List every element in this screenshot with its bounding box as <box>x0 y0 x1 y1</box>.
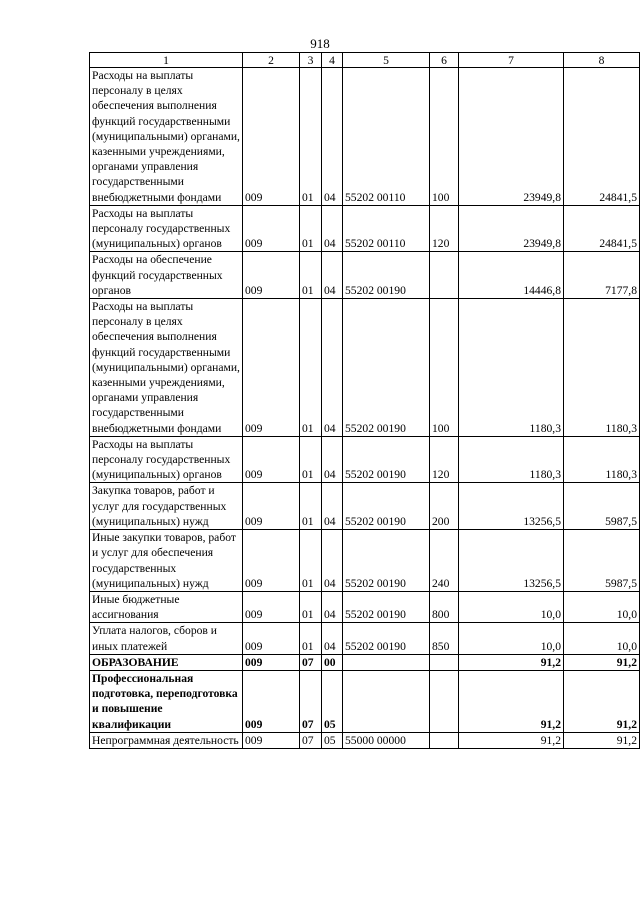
row-name-cell: Уплата налогов, сборов и иных платежей <box>90 623 243 654</box>
expense-type-cell: 850 <box>430 623 459 654</box>
admin-code-cell: 009 <box>243 591 300 622</box>
row-name-cell: Расходы на обеспечение функций государственных органов <box>90 252 243 299</box>
target-article-cell <box>343 670 430 732</box>
table-row <box>90 68 640 206</box>
expense-type-cell: 120 <box>430 205 459 252</box>
amount-col8-cell: 91,2 <box>564 670 640 732</box>
table-row <box>90 623 640 654</box>
amount-col7-cell: 91,2 <box>459 670 564 732</box>
section-code-cell: 07 <box>300 654 322 670</box>
section-code-cell: 01 <box>300 591 322 622</box>
expense-type-cell: 200 <box>430 483 459 530</box>
expense-type-cell <box>430 670 459 732</box>
amount-col7-cell: 91,2 <box>459 732 564 748</box>
amount-col7-cell: 1180,3 <box>459 299 564 437</box>
budget-table <box>89 52 640 749</box>
expense-type-cell <box>430 732 459 748</box>
target-article-cell: 55202 00190 <box>343 623 430 654</box>
row-name-cell: Расходы на выплаты персоналу государственных (муниципальных) органов <box>90 205 243 252</box>
row-name-cell: Расходы на выплаты персоналу в целях обеспечения выполнения функций государственными (муниципальными) органами, казенными учреждениями, органами управления государственными внебюджетными фондами <box>90 299 243 437</box>
section-code-cell: 01 <box>300 299 322 437</box>
column-header: 2 <box>243 53 300 68</box>
admin-code-cell: 009 <box>243 483 300 530</box>
admin-code-cell: 009 <box>243 670 300 732</box>
table-row <box>90 654 640 670</box>
expense-type-cell: 800 <box>430 591 459 622</box>
subsection-code-cell: 04 <box>322 205 343 252</box>
column-header: 3 <box>300 53 322 68</box>
section-code-cell: 07 <box>300 670 322 732</box>
expense-type-cell: 100 <box>430 68 459 206</box>
amount-col8-cell: 1180,3 <box>564 299 640 437</box>
admin-code-cell: 009 <box>243 205 300 252</box>
header-row <box>90 53 640 68</box>
target-article-cell: 55202 00110 <box>343 68 430 206</box>
amount-col7-cell: 23949,8 <box>459 205 564 252</box>
row-name-cell: ОБРАЗОВАНИЕ <box>90 654 243 670</box>
section-code-cell: 01 <box>300 530 322 592</box>
amount-col7-cell: 10,0 <box>459 623 564 654</box>
section-code-cell: 07 <box>300 732 322 748</box>
subsection-code-cell: 05 <box>322 670 343 732</box>
amount-col7-cell: 10,0 <box>459 591 564 622</box>
column-header: 7 <box>459 53 564 68</box>
amount-col8-cell: 91,2 <box>564 732 640 748</box>
subsection-code-cell: 00 <box>322 654 343 670</box>
target-article-cell: 55202 00190 <box>343 591 430 622</box>
amount-col7-cell: 13256,5 <box>459 483 564 530</box>
expense-type-cell: 100 <box>430 299 459 437</box>
subsection-code-cell: 05 <box>322 732 343 748</box>
amount-col8-cell: 10,0 <box>564 591 640 622</box>
column-header: 6 <box>430 53 459 68</box>
row-name-cell: Непрограммная деятельность <box>90 732 243 748</box>
admin-code-cell: 009 <box>243 530 300 592</box>
admin-code-cell: 009 <box>243 732 300 748</box>
amount-col8-cell: 5987,5 <box>564 483 640 530</box>
amount-col8-cell: 7177,8 <box>564 252 640 299</box>
admin-code-cell: 009 <box>243 252 300 299</box>
table-row <box>90 591 640 622</box>
amount-col8-cell: 91,2 <box>564 654 640 670</box>
row-name-cell: Закупка товаров, работ и услуг для государственных (муниципальных) нужд <box>90 483 243 530</box>
target-article-cell: 55202 00190 <box>343 436 430 483</box>
table-row <box>90 670 640 732</box>
subsection-code-cell: 04 <box>322 483 343 530</box>
column-header: 5 <box>343 53 430 68</box>
column-header: 1 <box>90 53 243 68</box>
row-name-cell: Расходы на выплаты персоналу государственных (муниципальных) органов <box>90 436 243 483</box>
table-row <box>90 252 640 299</box>
row-name-cell: Расходы на выплаты персоналу в целях обеспечения выполнения функций государственными (муниципальными) органами, казенными учреждениями, органами управления государственными внебюджетными фондами <box>90 68 243 206</box>
subsection-code-cell: 04 <box>322 436 343 483</box>
section-code-cell: 01 <box>300 483 322 530</box>
section-code-cell: 01 <box>300 436 322 483</box>
table-row <box>90 483 640 530</box>
table-row <box>90 436 640 483</box>
subsection-code-cell: 04 <box>322 252 343 299</box>
amount-col7-cell: 1180,3 <box>459 436 564 483</box>
column-header: 8 <box>564 53 640 68</box>
admin-code-cell: 009 <box>243 623 300 654</box>
row-name-cell: Профессиональная подготовка, переподготовка и повышение квалификации <box>90 670 243 732</box>
expense-type-cell <box>430 252 459 299</box>
subsection-code-cell: 04 <box>322 530 343 592</box>
row-name-cell: Иные бюджетные ассигнования <box>90 591 243 622</box>
admin-code-cell: 009 <box>243 436 300 483</box>
section-code-cell: 01 <box>300 68 322 206</box>
subsection-code-cell: 04 <box>322 591 343 622</box>
column-header: 4 <box>322 53 343 68</box>
admin-code-cell: 009 <box>243 299 300 437</box>
target-article-cell: 55202 00190 <box>343 299 430 437</box>
section-code-cell: 01 <box>300 205 322 252</box>
row-name-cell: Иные закупки товаров, работ и услуг для обеспечения государственных (муниципальных) нужд <box>90 530 243 592</box>
amount-col7-cell: 23949,8 <box>459 68 564 206</box>
amount-col8-cell: 1180,3 <box>564 436 640 483</box>
amount-col7-cell: 13256,5 <box>459 530 564 592</box>
target-article-cell: 55000 00000 <box>343 732 430 748</box>
target-article-cell: 55202 00110 <box>343 205 430 252</box>
amount-col7-cell: 91,2 <box>459 654 564 670</box>
expense-type-cell: 120 <box>430 436 459 483</box>
admin-code-cell: 009 <box>243 68 300 206</box>
table-row <box>90 299 640 437</box>
page-number: 918 <box>310 36 330 51</box>
expense-type-cell <box>430 654 459 670</box>
subsection-code-cell: 04 <box>322 68 343 206</box>
amount-col8-cell: 24841,5 <box>564 68 640 206</box>
amount-col7-cell: 14446,8 <box>459 252 564 299</box>
target-article-cell <box>343 654 430 670</box>
amount-col8-cell: 24841,5 <box>564 205 640 252</box>
amount-col8-cell: 5987,5 <box>564 530 640 592</box>
table-row <box>90 205 640 252</box>
target-article-cell: 55202 00190 <box>343 530 430 592</box>
subsection-code-cell: 04 <box>322 299 343 437</box>
target-article-cell: 55202 00190 <box>343 252 430 299</box>
admin-code-cell: 009 <box>243 654 300 670</box>
target-article-cell: 55202 00190 <box>343 483 430 530</box>
section-code-cell: 01 <box>300 252 322 299</box>
subsection-code-cell: 04 <box>322 623 343 654</box>
table-row <box>90 732 640 748</box>
section-code-cell: 01 <box>300 623 322 654</box>
table-row <box>90 530 640 592</box>
amount-col8-cell: 10,0 <box>564 623 640 654</box>
expense-type-cell: 240 <box>430 530 459 592</box>
